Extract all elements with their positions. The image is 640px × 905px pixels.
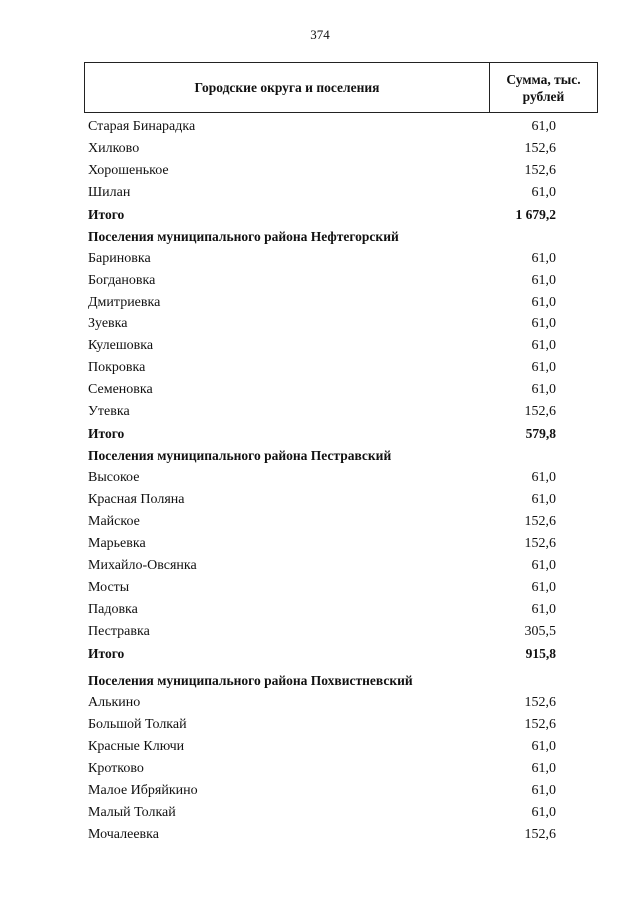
header-sum-line2: рублей xyxy=(522,88,565,104)
table-row xyxy=(84,555,598,577)
settlement-name: Утевка xyxy=(88,404,130,420)
sum-value: 61,0 xyxy=(531,491,556,507)
sum-value: 61,0 xyxy=(531,783,556,799)
section-header-row xyxy=(84,670,598,692)
sum-value: 61,0 xyxy=(531,739,556,755)
settlement-name: Шилан xyxy=(88,184,131,200)
sum-value: 152,6 xyxy=(524,162,556,178)
settlement-name: Большой Толкай xyxy=(88,717,187,733)
settlement-name: Красная Поляна xyxy=(88,491,185,507)
table-row xyxy=(84,599,598,621)
sum-value: 61,0 xyxy=(531,316,556,332)
table-row xyxy=(84,621,598,643)
settlement-name: Богдановка xyxy=(88,272,156,288)
settlement-name: Бариновка xyxy=(88,250,151,266)
table-row xyxy=(84,138,598,160)
sum-value: 152,6 xyxy=(524,717,556,733)
table-row xyxy=(84,577,598,599)
section-title: Поселения муниципального района Нефтегорский xyxy=(88,228,399,244)
settlement-name: Итого xyxy=(88,645,125,661)
section-title: Поселения муниципального района Похвистневский xyxy=(88,673,413,689)
settlement-name: Покровка xyxy=(88,360,146,376)
settlement-name: Кулешовка xyxy=(88,338,154,354)
table-header xyxy=(84,62,598,113)
sum-value: 61,0 xyxy=(531,338,556,354)
settlement-name: Мосты xyxy=(88,579,130,595)
sum-value: 579,8 xyxy=(525,426,556,442)
sum-value: 152,6 xyxy=(524,513,556,529)
table-body xyxy=(84,116,598,846)
settlement-name: Пестравка xyxy=(88,623,150,639)
table-row xyxy=(84,313,598,335)
sum-value: 61,0 xyxy=(531,557,556,573)
sum-value: 61,0 xyxy=(531,382,556,398)
table-row xyxy=(84,182,598,204)
settlement-name: Красные Ключи xyxy=(88,739,185,755)
sum-value: 915,8 xyxy=(525,645,556,661)
table-row xyxy=(84,489,598,511)
page-number: 374 xyxy=(310,27,330,42)
table-row xyxy=(84,780,598,802)
sum-value: 61,0 xyxy=(531,294,556,310)
table-row xyxy=(84,511,598,533)
settlement-name: Малое Ибряйкино xyxy=(88,783,198,799)
settlement-name: Кротково xyxy=(88,761,144,777)
table-row xyxy=(84,714,598,736)
settlement-name: Итого xyxy=(88,426,125,442)
table-row xyxy=(84,736,598,758)
settlement-name: Высокое xyxy=(88,470,140,485)
sum-value: 1 679,2 xyxy=(515,206,556,222)
settlement-name: Михайло-Овсянка xyxy=(88,557,197,573)
settlement-name: Хилково xyxy=(88,140,140,156)
sum-value: 61,0 xyxy=(531,761,556,777)
table-row xyxy=(84,335,598,357)
header-sum xyxy=(490,63,597,112)
header-settlements: Городские округа и поселения xyxy=(85,63,490,112)
sum-value: 61,0 xyxy=(531,184,556,200)
table-row xyxy=(84,357,598,379)
settlement-name: Майское xyxy=(88,513,140,529)
settlement-name: Старая Бинарадка xyxy=(88,119,196,134)
table-row xyxy=(84,248,598,270)
sum-value: 152,6 xyxy=(524,535,556,551)
table-row xyxy=(84,116,598,138)
section-title: Поселения муниципального района Пестравский xyxy=(88,448,392,464)
table-row xyxy=(84,401,598,423)
sum-value: 61,0 xyxy=(531,360,556,376)
sum-value: 305,5 xyxy=(524,623,556,639)
total-row xyxy=(84,643,598,665)
settlement-name: Мочалеевка xyxy=(88,827,159,842)
sum-value: 152,6 xyxy=(524,404,556,420)
sum-value: 61,0 xyxy=(531,272,556,288)
sum-value: 152,6 xyxy=(524,695,556,711)
sum-value: 152,6 xyxy=(524,827,556,842)
settlement-name: Падовка xyxy=(88,601,138,617)
settlement-name: Алькино xyxy=(88,695,141,711)
table-row xyxy=(84,379,598,401)
settlement-name: Малый Толкай xyxy=(88,805,176,821)
sum-value: 152,6 xyxy=(524,140,556,156)
settlement-name: Марьевка xyxy=(88,535,146,551)
table-row xyxy=(84,160,598,182)
total-row xyxy=(84,204,598,226)
table-row xyxy=(84,824,598,846)
sum-value: 61,0 xyxy=(531,470,556,485)
table-row xyxy=(84,802,598,824)
table-row xyxy=(84,292,598,314)
settlement-name: Семеновка xyxy=(88,382,153,398)
table-row xyxy=(84,467,598,489)
settlement-name: Зуевка xyxy=(88,316,128,332)
sum-value: 61,0 xyxy=(531,119,556,134)
table-row xyxy=(84,533,598,555)
table-row xyxy=(84,270,598,292)
sum-value: 61,0 xyxy=(531,250,556,266)
settlement-name: Дмитриевка xyxy=(88,294,161,310)
section-header-row xyxy=(84,445,598,467)
settlement-name: Хорошенькое xyxy=(88,162,169,178)
header-sum-line1: Сумма, тыс. xyxy=(506,71,581,87)
sum-value: 61,0 xyxy=(531,601,556,617)
sum-value: 61,0 xyxy=(531,579,556,595)
table-row xyxy=(84,758,598,780)
table-row xyxy=(84,692,598,714)
sum-value: 61,0 xyxy=(531,805,556,821)
section-header-row xyxy=(84,226,598,248)
settlement-name: Итого xyxy=(88,206,125,222)
total-row xyxy=(84,423,598,445)
